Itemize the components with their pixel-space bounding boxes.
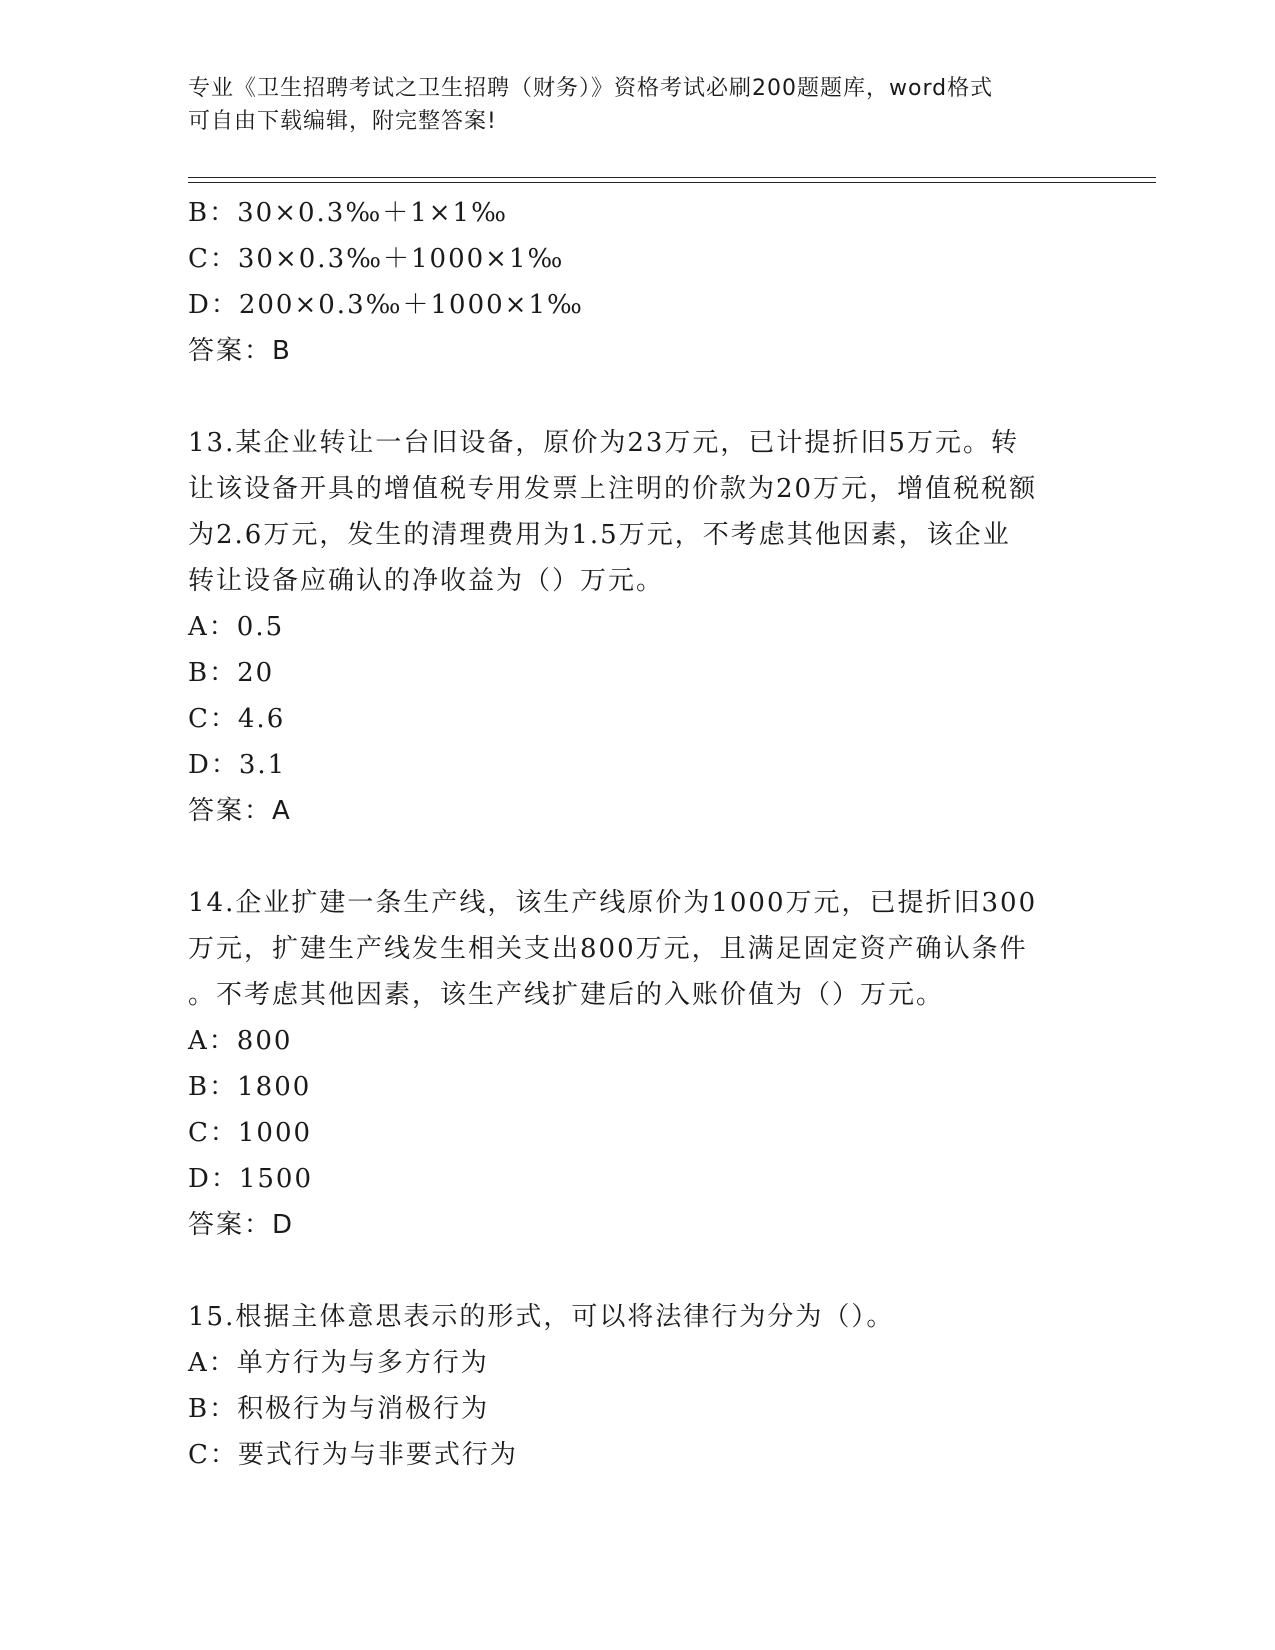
question-stem-line: 13.某企业转让一台旧设备，原价为23万元，已计提折旧5万元。转: [188, 428, 1019, 458]
header-divider-bottom: [188, 182, 1156, 183]
question-stem-line: 转让设备应确认的净收益为（）万元。: [188, 566, 665, 596]
question-stem-line: 万元，扩建生产线发生相关支出800万元，且满足固定资产确认条件: [188, 934, 1028, 964]
option-b: B：30×0.3‰＋1×1‰: [188, 198, 508, 228]
question-list: [188, 190, 1088, 1478]
option-a: A：800: [188, 1026, 293, 1056]
option-a: A：0.5: [188, 612, 285, 642]
option-b: B：20: [188, 658, 275, 688]
option-c: C：要式行为与非要式行为: [188, 1440, 518, 1470]
document-header: [188, 72, 1068, 138]
question-13: [188, 420, 1088, 834]
option-c: C：4.6: [188, 704, 286, 734]
option-b: B：积极行为与消极行为: [188, 1394, 490, 1424]
question-12: [188, 190, 1088, 374]
header-line-1: 专业《卫生招聘考试之卫生招聘（财务）》资格考试必刷200题题库，word格式: [188, 76, 994, 101]
header-divider-top: [188, 177, 1156, 178]
option-a: A：单方行为与多方行为: [188, 1348, 489, 1378]
option-b: B：1800: [188, 1072, 312, 1102]
header-line-2: 可自由下载编辑，附完整答案!: [188, 109, 497, 134]
question-stem-line: 让该设备开具的增值税专用发票上注明的价款为20万元，增值税税额: [188, 474, 1038, 504]
question-stem-line: 14.企业扩建一条生产线，该生产线原价为1000万元，已提折旧300: [188, 888, 1038, 918]
option-c: C：1000: [188, 1118, 313, 1148]
option-d: D：200×0.3‰＋1000×1‰: [188, 290, 584, 320]
question-14: [188, 880, 1088, 1248]
answer-line: 答案：D: [188, 1210, 295, 1240]
question-stem-line: 为2.6万元，发生的清理费用为1.5万元，不考虑其他因素，该企业: [188, 520, 1011, 550]
answer-line: 答案：A: [188, 796, 292, 826]
option-d: D：1500: [188, 1164, 314, 1194]
option-c: C：30×0.3‰＋1000×1‰: [188, 244, 565, 274]
question-stem-line: 。不考虑其他因素，该生产线扩建后的入账价值为（）万元。: [188, 980, 945, 1010]
answer-line: 答案：B: [188, 336, 292, 366]
question-stem-line: 15.根据主体意思表示的形式，可以将法律行为分为（）。: [188, 1302, 895, 1332]
option-d: D：3.1: [188, 750, 287, 780]
question-15: [188, 1294, 1088, 1478]
